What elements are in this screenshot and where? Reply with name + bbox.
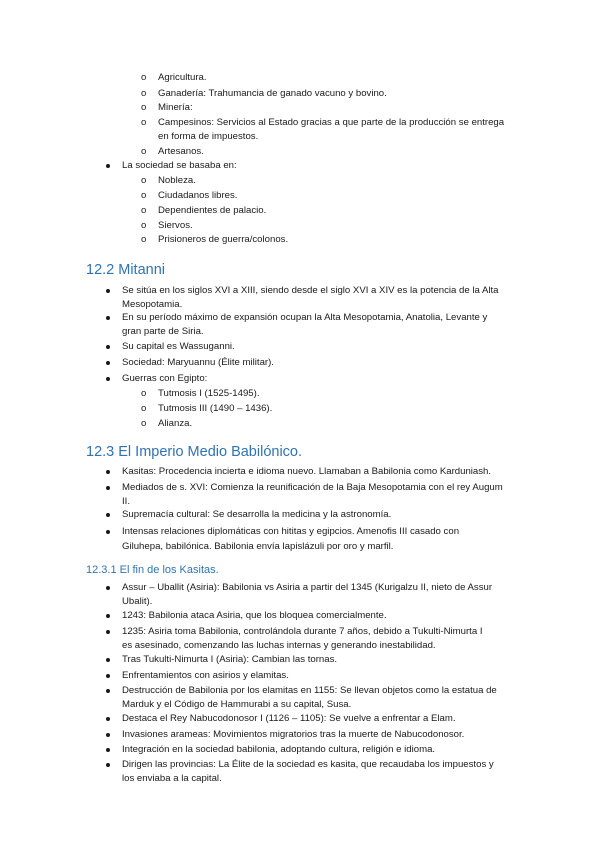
list-item: Nobleza. (158, 175, 196, 186)
list-item-continuation: Giluhepa, babilónica. Babilonia envía lapislázuli por oro y marfil. (122, 541, 394, 552)
bullet-marker (106, 377, 110, 381)
sub-bullet-marker: o (141, 388, 147, 399)
sub-bullet-marker: o (141, 205, 147, 216)
sub-bullet-marker: o (141, 418, 147, 429)
list-item: Sociedad: Maryuannu (Élite militar). (122, 357, 274, 368)
list-item: Tutmosis III (1490 – 1436). (158, 403, 273, 414)
list-item-continuation: los enviaba a la capital. (122, 773, 222, 784)
list-item: 1243: Babilonia ataca Asiria, que los bloquea comercialmente. (122, 610, 387, 621)
list-item-continuation: Marduk y el Código de Hammurabi a su capital, Susa. (122, 699, 352, 710)
list-item: 1235: Asiria toma Babilonia, controlándola durante 7 años, debido a Tukulti-Nimurta I (122, 626, 483, 637)
sub-bullet-marker: o (141, 220, 147, 231)
bullet-marker (106, 316, 110, 320)
bullet-marker (106, 164, 110, 168)
bullet-marker (106, 345, 110, 349)
bullet-marker (106, 658, 110, 662)
list-item: Se sitúa en los siglos XVI a XIII, siendo desde el siglo XVI a XIV es la potencia de la Alta (122, 285, 499, 296)
list-item: La sociedad se basaba en: (122, 160, 237, 171)
bullet-marker (106, 486, 110, 490)
section-heading-mitanni: 12.2 Mitanni (86, 262, 165, 278)
list-item: Minería: (158, 102, 193, 113)
list-item: Guerras con Egipto: (122, 373, 208, 384)
list-item: Ciudadanos libres. (158, 190, 238, 201)
list-item: Alianza. (158, 418, 193, 429)
list-item: En su período máximo de expansión ocupan la Alta Mesopotamia, Anatolia, Levante y (122, 312, 488, 323)
sub-bullet-marker: o (141, 190, 147, 201)
bullet-marker (106, 763, 110, 767)
bullet-marker (106, 748, 110, 752)
bullet-marker (106, 586, 110, 590)
bullet-marker (106, 530, 110, 534)
sub-bullet-marker: o (141, 88, 147, 99)
list-item: Agricultura. (158, 72, 207, 83)
section-heading-babylon: 12.3 El Imperio Medio Babilónico. (86, 444, 303, 460)
list-item: Intensas relaciones diplomáticas con hititas y egipcios. Amenofis III casado con (122, 526, 460, 537)
list-item: Assur – Uballit (Asiria): Babilonia vs Asiria a partir del 1345 (Kurigalzu II, nieto de Assur (122, 582, 493, 593)
list-item: Campesinos: Servicios al Estado gracias a que parte de la producción se entrega (158, 117, 505, 128)
list-item: Supremacía cultural: Se desarrolla la medicina y la astronomía. (122, 509, 392, 520)
bullet-marker (106, 470, 110, 474)
sub-bullet-marker: o (141, 102, 147, 113)
bullet-marker (106, 674, 110, 678)
bullet-marker (106, 717, 110, 721)
sub-bullet-marker: o (141, 175, 147, 186)
list-item-continuation: II. (122, 496, 130, 507)
list-item: Invasiones arameas: Movimientos migratorios tras la muerte de Nabucodonosor. (122, 729, 465, 740)
list-item: Dependientes de palacio. (158, 205, 267, 216)
list-item: Su capital es Wassuganni. (122, 341, 235, 352)
bullet-marker (106, 289, 110, 293)
sub-bullet-marker: o (141, 234, 147, 245)
list-item: Tutmosis I (1525-1495). (158, 388, 260, 399)
list-item-continuation: en forma de impuestos. (158, 131, 259, 142)
sub-bullet-marker: o (141, 72, 147, 83)
sub-bullet-marker: o (141, 403, 147, 414)
list-item: Tras Tukulti-Nimurta I (Asiria): Cambian las tornas. (122, 654, 338, 665)
list-item: Artesanos. (158, 146, 204, 157)
list-item: Kasitas: Procedencia incierta e idioma nuevo. Llamaban a Babilonia como Karduniash. (122, 466, 492, 477)
list-item: Siervos. (158, 220, 193, 231)
bullet-marker (106, 630, 110, 634)
sub-bullet-marker: o (141, 117, 147, 128)
bullet-marker (106, 361, 110, 365)
list-item: Destaca el Rey Nabucodonosor I (1126 – 1105): Se vuelve a enfrentar a Elam. (122, 713, 456, 724)
list-item: Prisioneros de guerra/colonos. (158, 234, 289, 245)
bullet-marker (106, 689, 110, 693)
list-item-continuation: Ubalit). (122, 596, 153, 607)
list-item: Dirigen las provincias: La Élite de la sociedad es kasita, que recaudaba los impuestos y (122, 759, 494, 770)
bullet-marker (106, 513, 110, 517)
list-item: Mediados de s. XVI: Comienza la reunificación de la Baja Mesopotamia con el rey Augum (122, 482, 503, 493)
list-item: Ganadería: Trahumancia de ganado vacuno y bovino. (158, 88, 387, 99)
subsection-heading-kasites: 12.3.1 El fin de los Kasitas. (86, 564, 219, 576)
bullet-marker (106, 614, 110, 618)
list-item-continuation: Mesopotamia. (122, 299, 183, 310)
sub-bullet-marker: o (141, 146, 147, 157)
list-item-continuation: gran parte de Siria. (122, 326, 204, 337)
list-item-continuation: es asesinado, comenzando las luchas internas y generando inestabilidad. (122, 640, 436, 651)
list-item: Enfrentamientos con asirios y elamitas. (122, 670, 289, 681)
list-item: Destrucción de Babilonia por los elamitas en 1155: Se llevan objetos como la estatua de (122, 685, 497, 696)
list-item: Integración en la sociedad babilonia, adoptando cultura, religión e idioma. (122, 744, 436, 755)
bullet-marker (106, 733, 110, 737)
